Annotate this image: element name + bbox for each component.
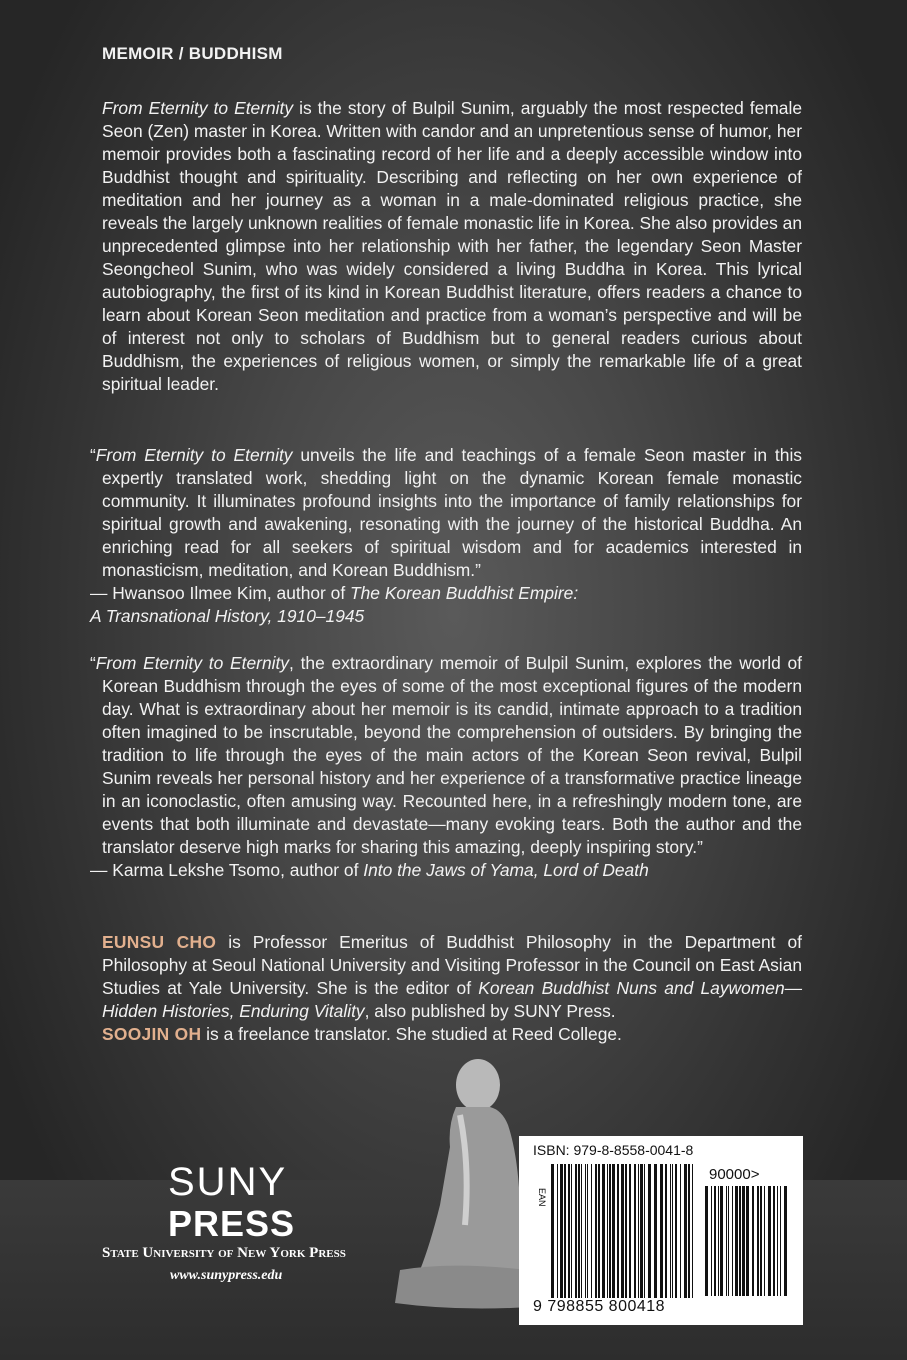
barcode-bar <box>607 1164 608 1298</box>
barcode-bar <box>720 1186 723 1296</box>
category-label: MEMOIR / BUDDHISM <box>102 44 283 63</box>
barcode-bar <box>742 1186 745 1296</box>
barcode-bar <box>780 1186 781 1296</box>
barcode-bar <box>665 1164 667 1298</box>
barcode-bar <box>732 1186 733 1296</box>
author-bio-text-2: , also published by SUNY Press. <box>364 1001 616 1021</box>
barcode-bar <box>672 1164 673 1298</box>
barcode-bar <box>760 1186 762 1296</box>
review-quote-1 <box>90 444 802 628</box>
translator-name: SOOJIN OH <box>102 1024 202 1044</box>
publisher-full-name: State University of New York Press <box>102 1245 346 1261</box>
barcode-bar <box>575 1164 577 1298</box>
barcode-bar <box>617 1164 619 1298</box>
quote1-body: unveils the life and teachings of a female Seon master in this expertly translated work, shedding light on the dynamic Korean female monastic community. It illuminates profound insights into the importance of family relationships for spiritual growth and awakening, resonating with the journey of the historical Buddha. An enriching read for all seekers of spiritual wisdom and for academics interested in monasticism, meditation, and Korean Buddhism.” <box>102 445 802 580</box>
barcode-bar <box>625 1164 627 1298</box>
barcode-bar <box>578 1164 580 1298</box>
quote1-open-mark: “ <box>90 445 96 465</box>
barcode-bar <box>640 1164 643 1298</box>
barcode-bar <box>752 1186 754 1296</box>
barcode-bar <box>692 1164 693 1298</box>
barcode-bar <box>777 1186 778 1296</box>
barcode-bar <box>714 1186 716 1296</box>
barcode-bar <box>728 1186 729 1296</box>
barcode-bar <box>670 1164 671 1298</box>
description-body: is the story of Bulpil Sunim, arguably the most respected female Seon (Zen) master in Korea. Written with candor and an unpretentious sense of humor, her memoir provides both a fascinating record of her life and a deeply accessible window into Buddhist thought and spirituality. Describing and reflecting on her own experience of meditation and her journey as a woman in a male-dominated religious practice, she reveals the largely unknown realities of female monastic life in Korea. She also provides an unprecedented glimpse into her relationship with her father, the legendary Seon Master Seongcheol Sunim, who was widely considered a living Buddha in Korea. This lyrical autobiography, the first of its kind in Korean Buddhist literature, offers readers a chance to learn about Korean Seon meditation and practice from a woman’s perspective and will be of interest not only to scholars of Buddhism but to general readers curious about Buddhism, the experiences of religious women, or simply the remarkable life of a great spiritual leader. <box>102 98 803 394</box>
publisher-logo-press: PRESS <box>168 1203 296 1244</box>
barcode-bar <box>660 1164 663 1298</box>
author-bio <box>102 931 802 1046</box>
barcode-bar <box>621 1164 624 1298</box>
author-name: EUNSU CHO <box>102 932 217 952</box>
description-title: From Eternity to Eternity <box>102 98 294 118</box>
barcode-bar <box>746 1186 749 1296</box>
addon-barcode-bars <box>705 1186 789 1296</box>
barcode-bar <box>784 1186 787 1296</box>
quote1-book-line2: A Transnational History, 1910–1945 <box>90 606 365 626</box>
barcode-bar <box>568 1164 570 1298</box>
quote1-title: From Eternity to Eternity <box>95 445 293 465</box>
barcode-bar <box>768 1186 771 1296</box>
barcode-bar <box>551 1164 554 1298</box>
barcode-bar <box>648 1164 651 1298</box>
barcode-bar <box>718 1186 719 1296</box>
quote2-body: , the extraordinary memoir of Bulpil Sunim, explores the world of Korean Buddhism through the eyes of some of the most exceptional figures of the modern day. What is extraordinary about her memoir is its candid, intimate approach to a tradition often imagined to be inscrutable, beyond the comprehension of outsiders. By bringing the tradition to life through the eyes of the main actors of the Korean Seon revival, Bulpil Sunim reveals her personal history and her experience of a transformative practice lineage in an iconoclastic, often amusing way. Recounted here, in a refreshingly modern tone, are events that both illuminate and devastate—many evoking tears. Both the author and the translator deserve high marks for sharing this amazing, deeply inspiring story.” <box>102 653 803 857</box>
quote1-attribution: — Hwansoo Ilmee Kim, author of <box>90 583 351 603</box>
description-paragraph <box>102 97 802 396</box>
quote2-open-mark: “ <box>90 653 96 673</box>
barcode-bar <box>711 1186 712 1296</box>
translator-bio-text: is a freelance translator. She studied at Reed College. <box>201 1024 622 1044</box>
barcode-bar <box>675 1164 677 1298</box>
barcode-bar <box>684 1164 687 1298</box>
publisher-url: www.sunypress.edu <box>170 1268 283 1283</box>
barcode-bar <box>726 1186 727 1296</box>
barcode-bar <box>595 1164 597 1298</box>
barcode-bar <box>591 1164 592 1298</box>
barcode-bar <box>739 1186 741 1296</box>
barcode-bar <box>571 1164 572 1298</box>
barcode-bar <box>688 1164 690 1298</box>
barcode-bar <box>602 1164 605 1298</box>
price-code: 90000> <box>709 1166 760 1183</box>
barcode-bar <box>612 1164 615 1298</box>
author-bio-text: is Professor Emeritus of Buddhist Philosophy in the Department of Philosophy at Seoul National University and Visiting Professor in the Council on East Asian Studies at Yale University. She is the editor of <box>102 932 802 998</box>
barcode-bars <box>551 1164 697 1298</box>
quote2-attribution: — Karma Lekshe Tsomo, author of <box>90 860 364 880</box>
ean-label: EAN <box>537 1188 547 1207</box>
barcode-bar <box>638 1164 639 1298</box>
quote2-book: Into the Jaws of Yama, Lord of Death <box>363 860 649 880</box>
publisher-logo-suny: SUNY <box>168 1160 288 1204</box>
edited-book-title: Korean Buddhist Nuns and Laywomen—Hidden Histories, Enduring Vitality <box>102 978 803 1021</box>
quote2-title: From Eternity to Eternity <box>95 653 290 673</box>
barcode-bar <box>654 1164 657 1298</box>
review-quote-2 <box>90 652 802 882</box>
barcode-bar <box>680 1164 681 1298</box>
barcode-bar <box>764 1186 765 1296</box>
barcode-bar <box>634 1164 636 1298</box>
barcode-bar <box>585 1164 586 1298</box>
barcode-bar <box>629 1164 631 1298</box>
barcode-bar <box>757 1186 759 1296</box>
barcode-bar <box>581 1164 582 1298</box>
barcode-bar <box>644 1164 645 1298</box>
isbn-barcode <box>519 1136 803 1325</box>
barcode-bar <box>598 1164 600 1298</box>
quote1-book-line1: The Korean Buddhist Empire: <box>350 583 579 603</box>
barcode-bar <box>609 1164 611 1298</box>
barcode-bar <box>773 1186 775 1296</box>
isbn-label: ISBN: 979-8-8558-0041-8 <box>533 1142 694 1158</box>
barcode-bar <box>564 1164 566 1298</box>
barcode-bar <box>557 1164 558 1298</box>
barcode-bar <box>560 1164 563 1298</box>
barcode-bar <box>735 1186 738 1296</box>
barcode-digits: 9 798855 800418 <box>533 1298 666 1315</box>
barcode-bar <box>587 1164 588 1298</box>
barcode-bar <box>705 1186 708 1296</box>
